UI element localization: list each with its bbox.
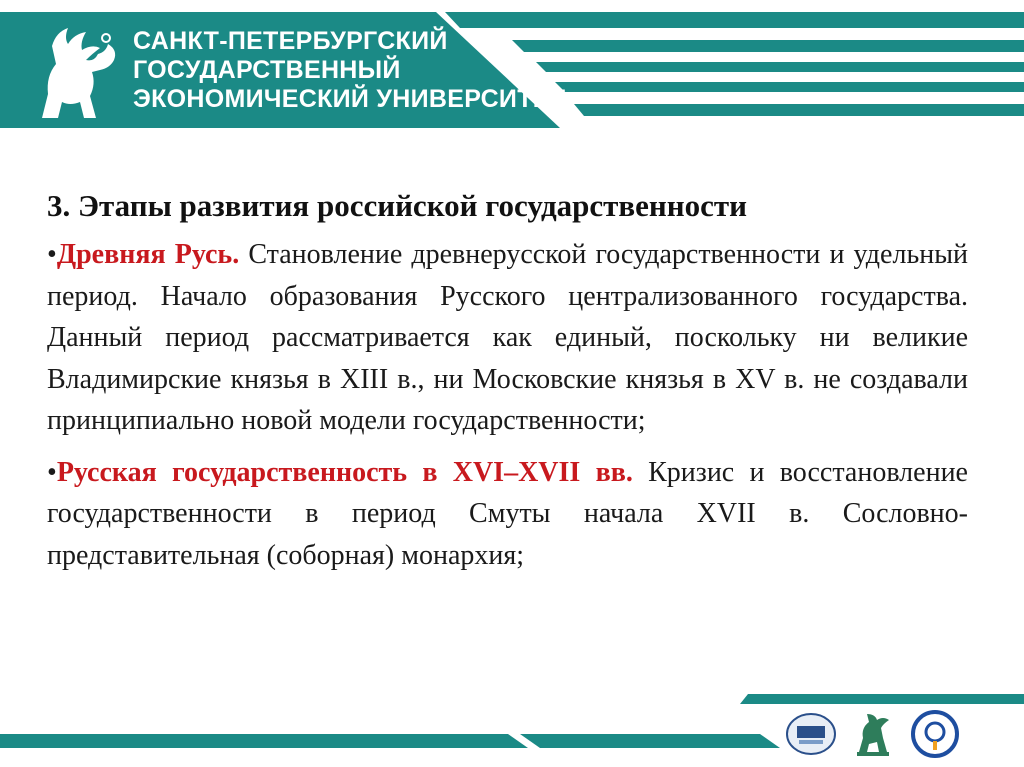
partner-logos xyxy=(785,708,961,760)
item-heading: Русская государственность в XVI–XVII вв. xyxy=(56,456,633,488)
slide-title: 3. Этапы развития российской государственности xyxy=(47,188,747,223)
inzhekon-emblem-icon xyxy=(785,708,837,760)
slide-content xyxy=(47,186,968,586)
bullet: • xyxy=(47,239,57,270)
university-name xyxy=(133,27,565,114)
header-band xyxy=(0,0,1024,140)
list-item xyxy=(47,234,968,442)
list-item xyxy=(47,452,968,577)
round-emblem-icon xyxy=(909,708,961,760)
finek-griffin-icon xyxy=(847,708,899,760)
bullet: • xyxy=(47,456,57,488)
item-heading: Древняя Русь. xyxy=(56,239,240,270)
item-body: Кризис и восстановление государственности в период Смуты начала XVII в. Сословно-представительная (соборная) монархия; xyxy=(47,456,968,571)
university-name-line-1: САНКТ-ПЕТЕРБУРГСКИЙ xyxy=(133,27,448,55)
griffin-icon xyxy=(34,24,120,120)
university-name-line-3: ЭКОНОМИЧЕСКИЙ УНИВЕРСИТЕТ xyxy=(133,85,566,113)
item-body: Становление древнерусской государственности и удельный период. Начало образования Русского централизованного государства. Данный период рассматривается как единый, поскольку ни великие Владимирские князья в XIII в., ни Московские князья в XV в. не создавали принципиально новой модели государственности; xyxy=(47,239,968,436)
university-name-line-2: ГОСУДАРСТВЕННЫЙ xyxy=(133,56,401,84)
